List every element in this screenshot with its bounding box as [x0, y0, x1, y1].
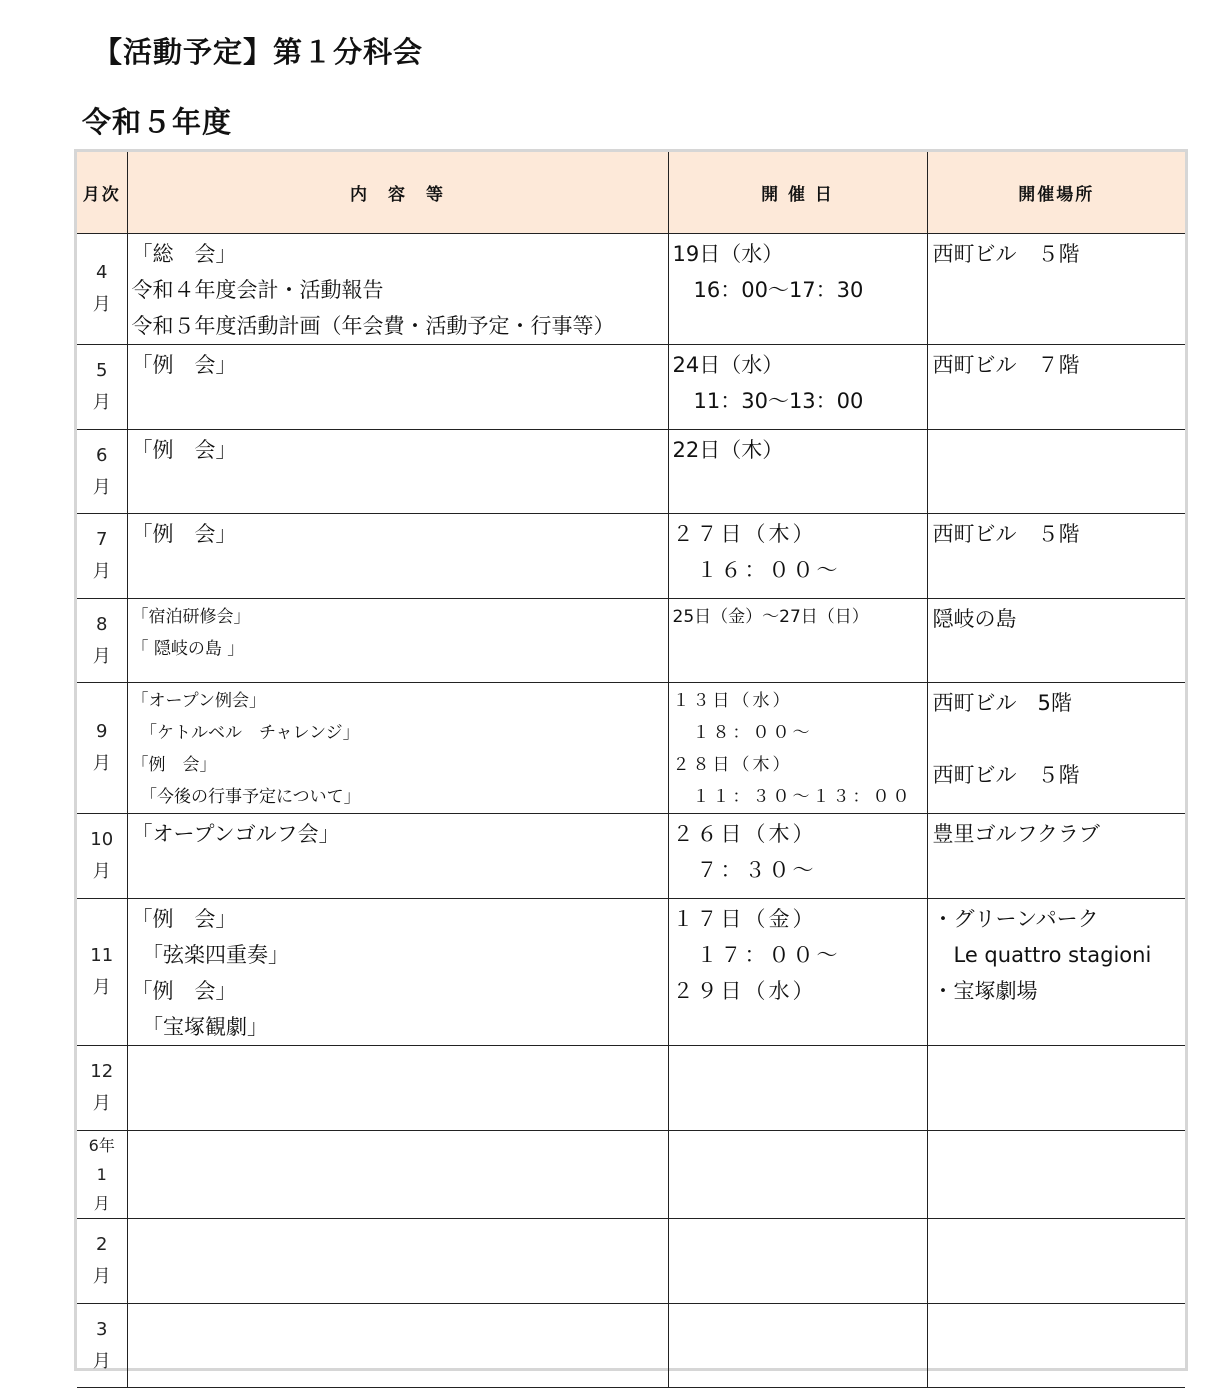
month-cell: [77, 514, 127, 599]
table-row: [77, 345, 1185, 430]
place-line: 西町ビル ５階: [932, 763, 1080, 787]
place-line: 豊里ゴルフクラブ: [932, 822, 1100, 846]
month-cell: [77, 1304, 127, 1388]
date-line: １７日（金）: [672, 907, 817, 931]
table-row: [77, 1046, 1185, 1131]
content-cell: [127, 599, 668, 683]
fiscal-year-heading: 令和５年度: [82, 105, 233, 139]
date-line: ２６日（木）: [672, 822, 817, 846]
date-line: １７：００～: [672, 943, 841, 967]
month-cell: [77, 899, 127, 1046]
date-cell: [668, 430, 927, 514]
month-cell: [77, 599, 127, 683]
content-line: 「オープン例会」: [131, 691, 266, 711]
content-cell: [127, 1131, 668, 1219]
content-cell: [127, 1304, 668, 1388]
month-label: 12: [90, 1061, 114, 1082]
date-line: １８：００～: [672, 723, 813, 743]
table-row: [77, 599, 1185, 683]
table-header-row: [77, 152, 1185, 234]
place-cell: [927, 1304, 1185, 1388]
date-line: ２８日（木）: [672, 755, 793, 775]
content-cell: [127, 899, 668, 1046]
header-month: 月次: [77, 152, 127, 234]
table-row: [77, 234, 1185, 345]
place-cell: [927, 814, 1185, 899]
content-cell: [127, 234, 668, 345]
month-label: 5: [96, 360, 108, 381]
date-line: １６：００～: [672, 558, 841, 582]
date-line: ２７日（木）: [672, 522, 817, 546]
month-label: 6: [96, 444, 108, 466]
month-cell: [77, 234, 127, 345]
month-label: 月: [92, 392, 111, 413]
month-label: 11: [90, 945, 114, 966]
date-line: 24日（水）: [672, 353, 784, 377]
date-cell: [668, 234, 927, 345]
schedule-table: [77, 152, 1185, 1388]
date-cell: [668, 1219, 927, 1304]
date-cell: [668, 683, 927, 814]
month-label: 月: [92, 476, 111, 498]
month-label: 月: [92, 977, 111, 998]
month-label: 月: [92, 294, 111, 315]
month-label: 月: [93, 1194, 110, 1213]
place-cell: [927, 899, 1185, 1046]
month-label: 1: [96, 1165, 107, 1184]
table-row: [77, 1219, 1185, 1304]
date-cell: [668, 899, 927, 1046]
place-cell: [927, 234, 1185, 345]
content-line: 令和４年度会計・活動報告: [131, 278, 384, 302]
month-cell: [77, 814, 127, 899]
place-line: 西町ビル 5階: [932, 691, 1072, 715]
header-place: 開催場所: [927, 152, 1185, 234]
date-cell: [668, 814, 927, 899]
content-line: 「例 会」: [131, 522, 237, 546]
place-cell: [927, 345, 1185, 430]
month-cell: [77, 1219, 127, 1304]
place-cell: [927, 599, 1185, 683]
header-content: 内 容 等: [127, 152, 668, 234]
place-cell: [927, 1046, 1185, 1131]
content-line: 「宿泊研修会」: [131, 607, 251, 627]
content-cell: [127, 1046, 668, 1131]
month-label: 月: [92, 561, 111, 582]
date-line: 25日（金）～27日（日）: [672, 607, 869, 627]
page-title: 【活動予定】第１分科会: [93, 35, 424, 69]
content-line: 「例 会」: [131, 907, 237, 931]
month-label: 月: [92, 645, 111, 667]
place-cell: [927, 683, 1185, 814]
content-line: 「例 会」: [131, 438, 237, 462]
content-cell: [127, 814, 668, 899]
place-line: 西町ビル ７階: [932, 353, 1080, 377]
content-cell: [127, 514, 668, 599]
month-label: 10: [90, 829, 114, 850]
content-line: 「例 会」: [131, 353, 237, 377]
date-line: 16：00～17：30: [672, 278, 864, 302]
content-cell: [127, 345, 668, 430]
date-cell: [668, 1304, 927, 1388]
content-line: 「 隠岐の島 」: [131, 639, 245, 659]
date-line: 19日（水）: [672, 242, 784, 266]
month-label: 月: [92, 1266, 111, 1287]
place-line: 西町ビル ５階: [932, 242, 1080, 266]
date-line: １１：３０～１３：００: [672, 787, 913, 807]
table-row: [77, 430, 1185, 514]
table-row: [77, 514, 1185, 599]
month-label: 9: [96, 721, 108, 742]
date-cell: [668, 345, 927, 430]
month-cell: [77, 1046, 127, 1131]
place-line: 隠岐の島: [932, 607, 1017, 631]
date-cell: [668, 599, 927, 683]
month-label: 7: [96, 529, 108, 550]
month-label: 3: [96, 1318, 108, 1340]
header-date: 開 催 日: [668, 152, 927, 234]
month-cell: [77, 430, 127, 514]
month-label: 月: [92, 861, 111, 882]
content-cell: [127, 683, 668, 814]
date-cell: [668, 1046, 927, 1131]
table-row: [77, 1131, 1185, 1219]
place-line: ・グリーンパーク: [932, 907, 1099, 931]
table-row: [77, 814, 1185, 899]
date-line: 11：30～13：00: [672, 389, 864, 413]
content-line: 令和５年度活動計画（年会費・活動予定・行事等）: [131, 314, 615, 338]
content-line: 「例 会」: [131, 979, 237, 1003]
content-cell: [127, 430, 668, 514]
content-line: 「宝塚観劇」: [131, 1015, 268, 1039]
place-line: Le quattro stagioni: [932, 943, 1152, 967]
month-label: 月: [92, 1350, 111, 1372]
place-cell: [927, 430, 1185, 514]
content-line: 「例 会」: [131, 755, 217, 775]
place-cell: [927, 1219, 1185, 1304]
table-row: [77, 899, 1185, 1046]
content-line: 「総 会」: [131, 242, 237, 266]
content-line: 「弦楽四重奏」: [131, 943, 289, 967]
place-cell: [927, 514, 1185, 599]
month-label: 6年: [88, 1136, 115, 1155]
place-cell: [927, 1131, 1185, 1219]
month-cell: [77, 1131, 127, 1219]
table-row: [77, 683, 1185, 814]
date-line: 22日（木）: [672, 438, 784, 462]
month-cell: [77, 345, 127, 430]
place-line: 西町ビル ５階: [932, 522, 1080, 546]
content-line: 「今後の行事予定について」: [131, 787, 361, 807]
table-row: [77, 1304, 1185, 1388]
place-line: ・宝塚劇場: [932, 979, 1038, 1003]
date-line: ７：３０～: [672, 858, 817, 882]
month-label: 4: [96, 262, 108, 283]
date-cell: [668, 1131, 927, 1219]
month-label: 8: [96, 613, 108, 635]
content-line: 「オープンゴルフ会」: [131, 822, 340, 846]
month-label: 2: [96, 1234, 108, 1255]
month-cell: [77, 683, 127, 814]
content-cell: [127, 1219, 668, 1304]
content-line: 「ケトルベル チャレンジ」: [131, 723, 360, 743]
month-label: 月: [92, 753, 111, 774]
date-cell: [668, 514, 927, 599]
month-label: 月: [92, 1093, 111, 1114]
date-line: ２９日（水）: [672, 979, 817, 1003]
place-line: [932, 721, 1186, 757]
date-line: １３日（水）: [672, 691, 793, 711]
